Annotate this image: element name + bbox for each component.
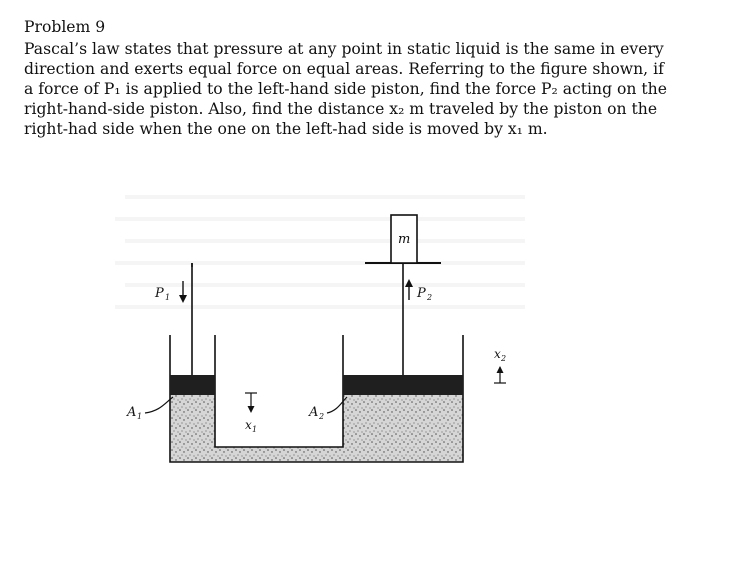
mass-label: m — [398, 232, 411, 247]
area-a2-label — [308, 397, 347, 421]
bleed-through-background — [115, 195, 525, 309]
problem-line-5: right-had side when the one on the left-had side is moved by x₁ m. — [24, 120, 548, 138]
svg-text:1: 1 — [137, 412, 143, 421]
p2-label: P — [417, 286, 426, 301]
displacement-x1-arrow — [245, 393, 257, 434]
svg-text:A: A — [127, 405, 137, 420]
force-p2-arrow — [405, 279, 432, 302]
p1-subscript: 1 — [165, 293, 171, 302]
left-piston — [170, 263, 215, 395]
problem-statement — [24, 17, 714, 139]
problem-line-4: right-hand-side piston. Also, find the distance x₂ m traveled by the piston on the — [24, 100, 658, 118]
svg-text:2: 2 — [501, 354, 507, 363]
svg-text:A: A — [309, 405, 319, 420]
problem-line-2: direction and exerts equal force on equal areas. Referring to the figure shown, if — [24, 60, 664, 78]
p1-label: P — [155, 286, 164, 301]
svg-text:x: x — [494, 347, 501, 361]
hydraulic-press-diagram — [115, 185, 535, 505]
p2-subscript: 2 — [427, 293, 433, 302]
hydraulic-press-figure — [115, 185, 535, 505]
problem-line-3: a force of P₁ is applied to the left-hand side piston, find the force P₂ acting on the — [24, 80, 667, 98]
problem-body — [24, 39, 714, 139]
area-a1-label — [126, 397, 173, 421]
displacement-x2-arrow — [494, 347, 506, 383]
svg-text:2: 2 — [319, 412, 325, 421]
problem-title: Problem 9 — [24, 18, 106, 36]
problem-line-1: Pascal’s law states that pressure at any point in static liquid is the same in every — [24, 40, 664, 58]
svg-text:x: x — [245, 418, 252, 432]
svg-text:1: 1 — [252, 425, 258, 434]
